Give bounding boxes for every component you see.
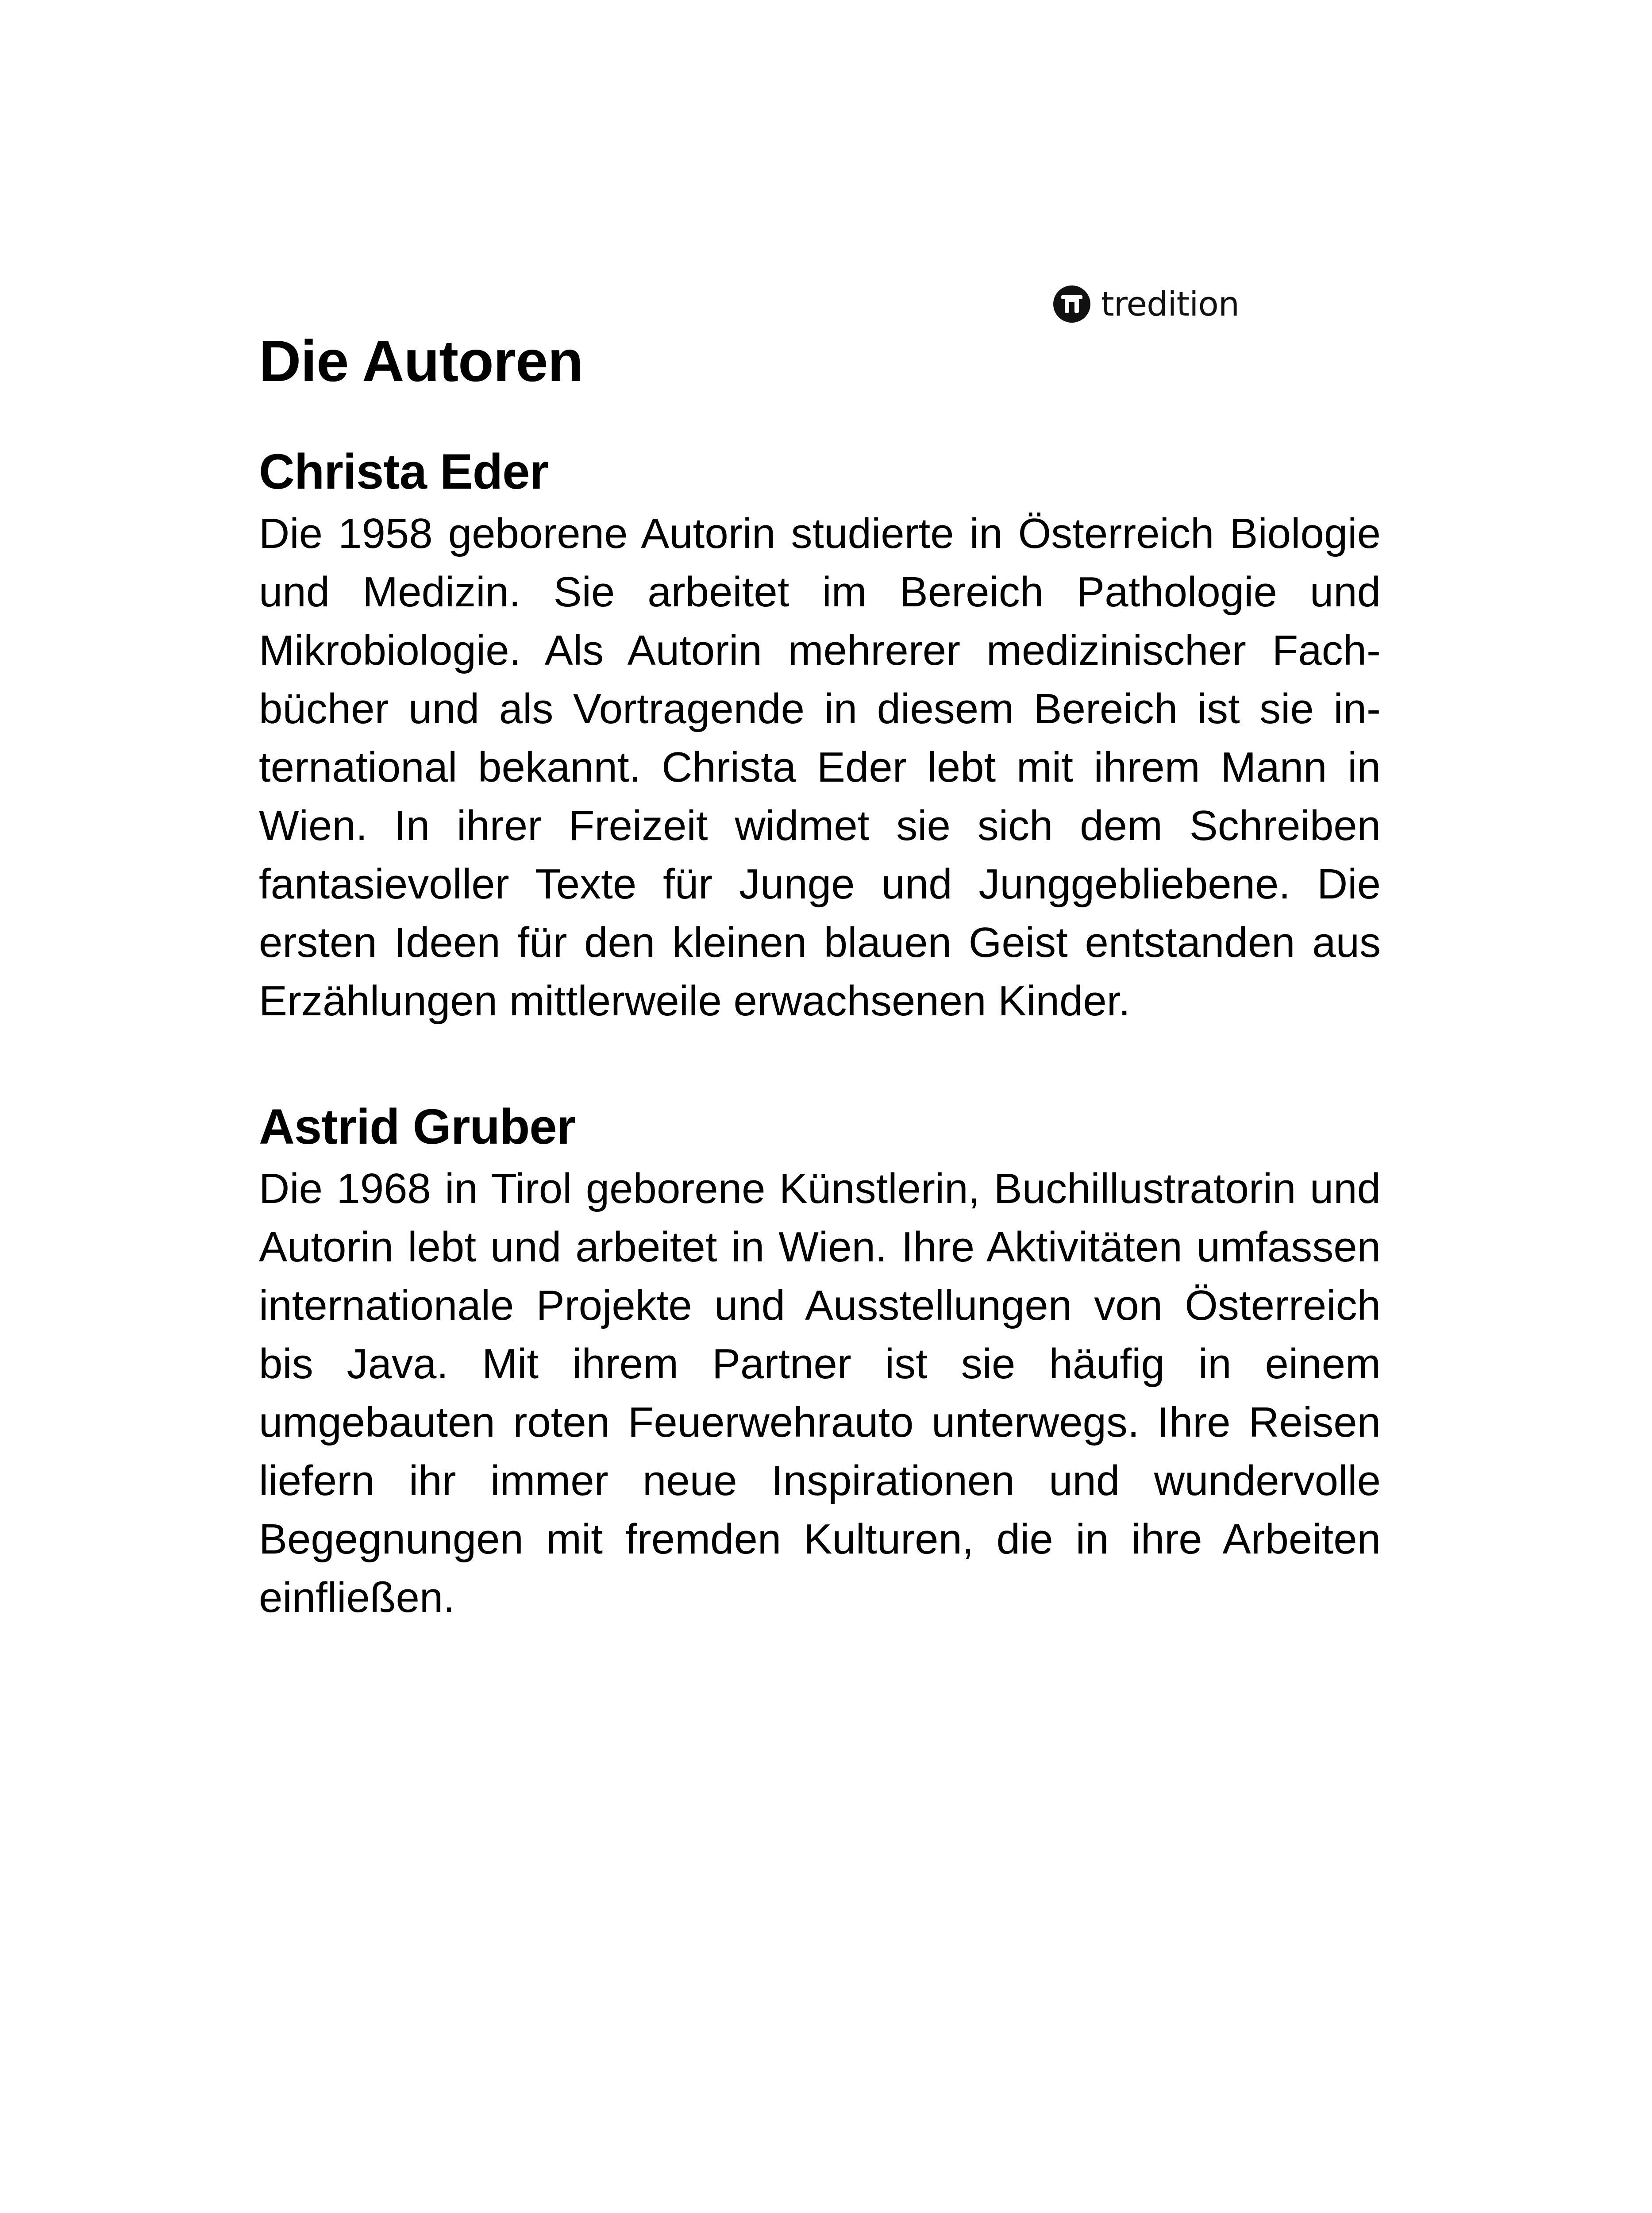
author-section-christa-eder bbox=[259, 443, 1381, 1030]
author-bio: Die 1968 in Tirol geborene Künstlerin, Buchillustratorin und Autorin lebt und arbeitet in Wien. Ihre Aktivitäten umfassen internationale Projekte und Ausstellungen von Österreich bis Java. Mit ihrem Partner ist sie häufig in einem umgebauten roten Feuerwehrauto unterwegs. Ihre Reisen liefern ihr immer neue Inspirationen und wundervolle Begegnungen mit fremden Kulturen, die in ihre Arbeiten einfließen. bbox=[259, 1165, 1381, 1622]
author-section-astrid-gruber bbox=[259, 1098, 1381, 1627]
page-title: Die Autoren bbox=[259, 328, 583, 393]
tredition-logo-icon bbox=[1053, 285, 1090, 323]
publisher-name: tredition bbox=[1101, 284, 1240, 324]
publisher-logo bbox=[1053, 280, 1239, 328]
author-name: Astrid Gruber bbox=[259, 1099, 576, 1154]
author-name: Christa Eder bbox=[259, 444, 548, 499]
author-bio: Die 1958 geborene Autorin studierte in Österreich Biologie und Medizin. Sie arbeitet im Bereich Pathologie und Mikrobiologie. Als Autorin mehrerer medizinischer Fachbücher und als Vortragende in diesem Bereich ist sie international bekannt. Christa Eder lebt mit ihrem Mann in Wien. In ihrer Freizeit widmet sie sich dem Schreiben fantasievoller Texte für Junge und Junggebliebene. Die ersten Ideen für den kleinen blauen Geist entstanden aus Erzählungen mittlerweile erwachsenen Kinder. bbox=[259, 510, 1381, 1025]
